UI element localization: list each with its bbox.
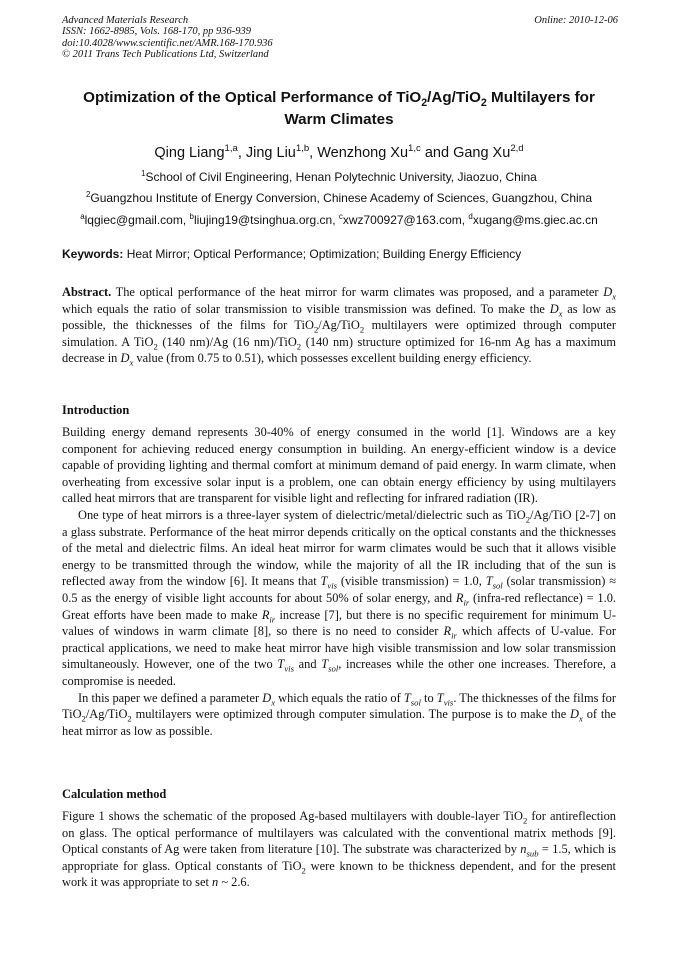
intro-paragraph-3: In this paper we defined a parameter $D_x$ which equals the ratio of $T_{sol}$ to $T_{vis}$. The thicknesses of the films for TiO$_2$/Ag/TiO$_2$ multilayers were optimized through computer simulation. The purpose is to make the $D_x$ of the heat mirror as low as possible. <box>62 690 617 738</box>
introduction-body <box>62 424 616 739</box>
issn-line: ISSN: 1662-8985, Vols. 168-170, pp 936-939 <box>62 26 251 38</box>
paper-title: Optimization of the Optical Performance of TiO$_2$/Ag/TiO$_2$ Multilayers for Warm Climates <box>83 89 595 128</box>
intro-paragraph-1: Building energy demand represents 30-40% of energy consumed in the world [1]. Windows are a key component for achieving reduced energy consumption in building. An energy-efficient window is a device capable of providing lighting and thermal comfort at minimum demand of paid energy. In warm climate, when overheating from excessive solar input is a problem, one can obtain energy efficiency by using multilayers called heat mirrors that are transparent for visible light and reflecting for infrared radiation (IR). <box>62 425 616 506</box>
calculation-method-heading: Calculation method <box>62 787 167 801</box>
doi-line: doi:10.4028/www.scientific.net/AMR.168-170.936 <box>62 37 273 49</box>
keywords <box>62 246 618 262</box>
journal-header <box>62 15 618 60</box>
copyright-line: © 2011 Trans Tech Publications Ltd, Switzerland <box>62 48 269 60</box>
keywords-label: Keywords: <box>62 247 124 261</box>
abstract: Abstract. The optical performance of the heat mirror for warm climates was proposed, and a parameter $D_x$ which equals the ratio of solar transmission to visible transmission was defined. To make the $D_x$ as low as possible, the thicknesses of the films for TiO$_2$/Ag/TiO$_2$ multilayers were optimized through computer simulation. A TiO$_2$ (140 nm)/Ag (16 nm)/TiO$_2$ (140 nm) structure optimized for 16-nm Ag has a maximum decrease in $D_x$ value (from 0.75 to 0.51), which possesses excellent building energy efficiency. <box>62 285 616 368</box>
intro-paragraph-2: One type of heat mirrors is a three-layer system of dielectric/metal/dielectric such as TiO$_2$/Ag/TiO [2-7] on a glass substrate. Performance of the heat mirror depends critically on the optical constants and the thicknesses of the metal and dielectric films. An ideal heat mirror for warm climates would be such that it allows visible energy to be transmitted through the window, while the majority of all the IR including that of the sun is reflected away from the window [6]. It means that $T_{vis}$ (visible transmission) = 1.0, $T_{sol}$ (solar transmission) ≈ 0.5 as the energy of visible light accounts for about 50% of solar energy, and $R_{ir}$ (infra-red reflectance) = 1.0. Great efforts have been made to make $R_{ir}$ increase [7], but there is no specific requirement for minimum U-values of windows in warm climate [8], so there is no need to consider $R_{ir}$ which affects of U-value. For practical applications, we need to make heat mirror have high visible transmission and low solar transmission simultaneously. However, one of the two $T_{vis}$ and $T_{sol}$, increases while the other one increases. Therefore, a compromise is needed. <box>62 507 617 688</box>
title-line-2: Warm Climates <box>284 111 394 128</box>
affiliation-2: $^2$Guangzhou Institute of Energy Conversion, Chinese Academy of Sciences, Guangzhou, China <box>85 190 593 205</box>
author-list: Qing Liang$^{1,a}$, Jing Liu$^{1,b}$, Wenzhong Xu$^{1,c}$ and Gang Xu$^{2,d}$ <box>154 143 524 161</box>
online-date: Online: 2010-12-06 <box>534 15 618 26</box>
affiliation-1: $^1$School of Civil Engineering, Henan Polytechnic University, Jiaozuo, China <box>141 169 537 184</box>
journal-name: Advanced Materials Research <box>62 15 189 26</box>
keywords-text: Heat Mirror; Optical Performance; Optimization; Building Energy Efficiency <box>123 247 522 261</box>
abstract-label: Abstract. <box>62 285 112 299</box>
calculation-method-body: Figure 1 shows the schematic of the proposed Ag-based multilayers with double-layer TiO$_2$ for antireflection on glass. The optical performance of multilayers was calculated with the conventional matrix methods [9]. Optical constants of Ag were taken from literature [10]. The substrate was characterized by $n_{sub} = 1.5$, which is appropriate for glass. Optical constants of TiO$_2$ were known to be thickness dependent, and for the present work it was appropriate to set n ~ 2.6. <box>62 809 616 890</box>
introduction-heading: Introduction <box>62 403 130 417</box>
author-emails: $^a$lqgiec@gmail.com, $^b$liujing19@tsinghua.org.cn, $^c$xwz700927@163.com, $^d$xugang@ms.giec.ac.cn <box>80 212 598 227</box>
